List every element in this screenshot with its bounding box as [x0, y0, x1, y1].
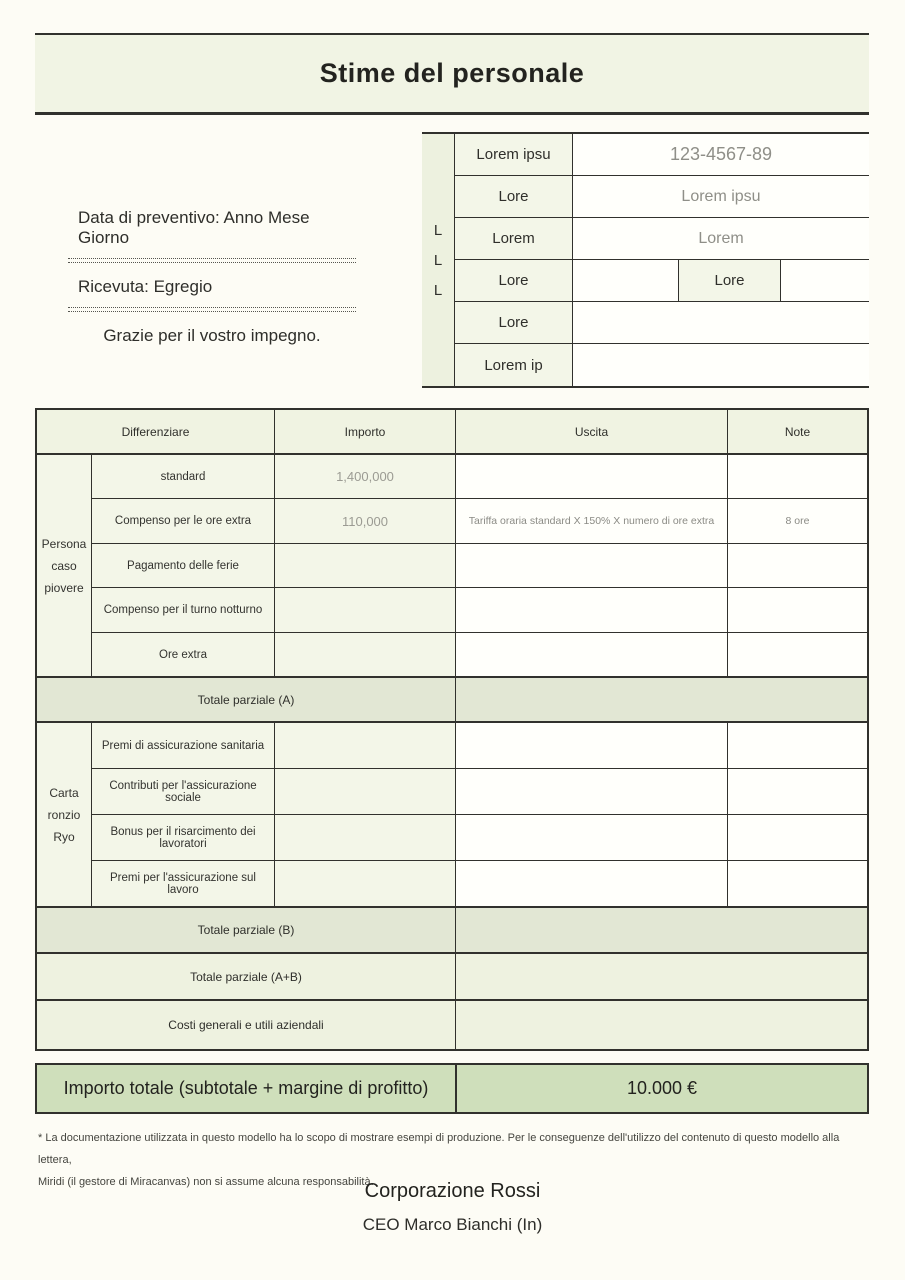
group-b-line: ronzio: [47, 807, 81, 822]
row-item: Ore extra: [92, 633, 275, 677]
group-a-line: piovere: [44, 580, 84, 595]
info-table: [422, 132, 869, 388]
info-grid: [455, 134, 869, 386]
title-bar: [35, 33, 869, 115]
row-uscita: [456, 861, 728, 907]
group-b-line: Carta: [49, 785, 79, 800]
row-uscita: [456, 633, 728, 677]
info-row-value: 123-4567-89: [573, 134, 869, 176]
row-note: 8 ore: [728, 499, 867, 544]
row-uscita: [456, 544, 728, 588]
row-item: Bonus per il risarcimento dei lavoratori: [92, 815, 275, 861]
row-item: Compenso per le ore extra: [92, 499, 275, 544]
row-amount: 110,000: [275, 499, 456, 544]
recipient-line: Ricevuta: Egregio: [78, 277, 213, 296]
footnote-line: Miridi (il gestore di Miracanvas) non si assume alcuna responsabilità.: [38, 1176, 374, 1188]
row-amount: 1,400,000: [275, 455, 456, 499]
group-b-label: [37, 723, 92, 907]
row-amount: [275, 815, 456, 861]
row-uscita: [456, 455, 728, 499]
info-row-label: Lore: [455, 302, 573, 344]
row-item: Contributi per l'assicurazione sociale: [92, 769, 275, 815]
group-a-label: [37, 455, 92, 677]
thanks-line: Grazie per il vostro impegno.: [103, 326, 321, 345]
col-header-importo: Importo: [275, 410, 456, 455]
row-uscita: [456, 723, 728, 769]
row-note: [728, 815, 867, 861]
subtotal-b-label: Totale parziale (B): [37, 906, 456, 954]
col-header-differenziare: Differenziare: [37, 410, 275, 455]
subtotal-ab-value: [456, 954, 867, 1001]
info-row-value: Lorem ipsu: [573, 176, 869, 218]
split-highlight-cell: Lore: [678, 260, 781, 301]
info-row-label: Lorem ipsu: [455, 134, 573, 176]
subtotal-a-label: Totale parziale (A): [37, 676, 456, 723]
overhead-value: [456, 1001, 867, 1049]
col-header-note: Note: [728, 410, 867, 455]
info-row-label: Lore: [455, 176, 573, 218]
col-header-uscita: Uscita: [456, 410, 728, 455]
info-row-label: Lore: [455, 260, 573, 302]
row-amount: [275, 723, 456, 769]
company-name: Corporazione Rossi: [364, 1180, 541, 1202]
row-note: [728, 544, 867, 588]
row-amount: [275, 769, 456, 815]
dotted-rule: [68, 307, 356, 312]
row-uscita: [456, 769, 728, 815]
row-uscita: Tariffa oraria standard X 150% X numero di ore extra: [456, 499, 728, 544]
group-b-line: Ryo: [53, 829, 75, 844]
row-amount: [275, 588, 456, 633]
info-row-value: [573, 302, 869, 344]
subtotal-ab-label: Totale parziale (A+B): [37, 954, 456, 1001]
grand-total-label: Importo totale (subtotale + margine di profitto): [37, 1065, 457, 1112]
row-note: [728, 769, 867, 815]
page-title: Stime del personale: [319, 58, 585, 88]
row-amount: [275, 544, 456, 588]
estimate-date-line: Data di preventivo: Anno Mese Giorno: [78, 208, 310, 247]
row-item: Compenso per il turno notturno: [92, 588, 275, 633]
row-item: Premi di assicurazione sanitaria: [92, 723, 275, 769]
info-row-label: Lorem ip: [455, 344, 573, 386]
info-row-label: Lorem: [455, 218, 573, 260]
row-item: Pagamento delle ferie: [92, 544, 275, 588]
row-note: [728, 861, 867, 907]
grand-total-value: 10.000 €: [626, 1078, 698, 1098]
row-uscita: [456, 588, 728, 633]
side-letter: L: [433, 221, 443, 239]
subtotal-b-value: [456, 906, 867, 954]
subtotal-a-value: [456, 676, 867, 723]
group-a-line: Persona: [41, 536, 87, 551]
letter-block: [68, 208, 356, 346]
info-row-split: [573, 260, 869, 302]
grand-total-bar: [35, 1063, 869, 1114]
footnote-line: * La documentazione utilizzata in questo modello ha lo scopo di mostrare esempi di produzione. Per le conseguenze dell'utilizzo del contenuto di questo modello alla lettera,: [38, 1132, 840, 1166]
company-ceo: CEO Marco Bianchi (In): [362, 1215, 543, 1234]
company-signature: [0, 1180, 905, 1235]
row-item: standard: [92, 455, 275, 499]
row-note: [728, 455, 867, 499]
info-row-value: [573, 344, 869, 386]
row-amount: [275, 633, 456, 677]
side-letter: L: [433, 281, 443, 299]
split-empty-cell: [573, 260, 678, 301]
side-letter: L: [433, 251, 443, 269]
cost-table: [35, 408, 869, 1051]
split-empty-cell: [781, 260, 869, 301]
row-note: [728, 723, 867, 769]
row-amount: [275, 861, 456, 907]
row-item: Premi per l'assicurazione sul lavoro: [92, 861, 275, 907]
dotted-rule: [68, 258, 356, 263]
row-uscita: [456, 815, 728, 861]
overhead-label: Costi generali e utili aziendali: [37, 1001, 456, 1049]
row-note: [728, 633, 867, 677]
group-a-line: caso: [51, 558, 77, 573]
info-row-value: Lorem: [573, 218, 869, 260]
row-note: [728, 588, 867, 633]
info-table-side-label: [422, 134, 455, 386]
